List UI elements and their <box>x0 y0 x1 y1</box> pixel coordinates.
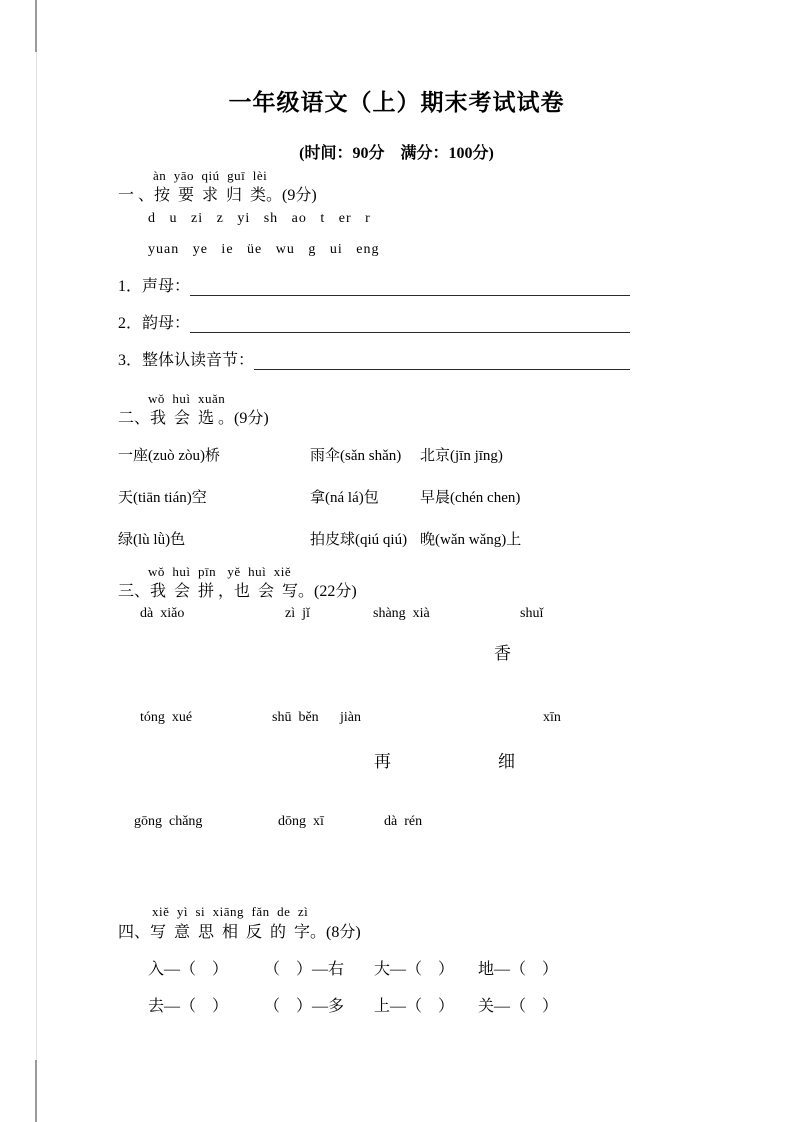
choice-item: 天(tiān tián)空 <box>118 490 207 506</box>
answer-blank-zhengtirendu <box>254 353 630 370</box>
antonym-item: 地—（ ） <box>478 961 559 978</box>
section1-pinyin: àn yāo qiú guī lèi <box>153 168 268 183</box>
exam-title: 一年级语文（上）期末考试试卷 <box>228 90 565 115</box>
section4-heading: 四、写 意 思 相 反 的 字。(8分) <box>118 924 361 941</box>
scan-edge-line <box>36 0 37 1122</box>
question-zhengtirendu-label: 3．整体认读音节： <box>118 352 255 369</box>
pinyin-word: dà xiǎo <box>140 606 185 621</box>
section2-heading: 二、我 会 选 。(9分) <box>118 410 269 427</box>
pinyin-word: tóng xué <box>140 710 193 725</box>
scan-mark-top <box>35 0 37 52</box>
scan-mark-bottom <box>35 1060 37 1122</box>
answer-blank-yunmu <box>190 316 630 333</box>
choice-item: 晚(wǎn wǎng)上 <box>420 532 522 548</box>
pinyin-word: dōng xī <box>278 814 324 829</box>
question-yunmu-label: 2．韵母： <box>118 315 191 332</box>
question-zhengtirendu <box>118 351 630 370</box>
choice-item: 绿(lù lǜ)色 <box>118 532 186 548</box>
antonym-item: （ ）—多 <box>264 998 345 1015</box>
pinyin-word: dà rén <box>384 814 423 829</box>
question-shengmu-label: 1．声母： <box>118 278 191 295</box>
antonym-item: 去—（ ） <box>148 998 229 1015</box>
choice-item: 拿(ná lá)包 <box>310 490 379 506</box>
choice-item: 一座(zuò zòu)桥 <box>118 448 221 464</box>
letters-row-1: d u zi z yi sh ao t er r <box>148 211 371 226</box>
exam-info: (时间：90分 满分：100分) <box>299 145 494 162</box>
pinyin-word: xīn <box>543 710 561 725</box>
choice-item: 北京(jīn jīng) <box>420 448 503 464</box>
choice-item: 早晨(chén chen) <box>420 490 521 506</box>
section2-pinyin: wǒ huì xuǎn <box>148 391 226 406</box>
section1-heading: 一 、按 要 求 归 类。(9分) <box>118 187 317 204</box>
section3-heading: 三、我 会 拼 ，也 会 写。(22分) <box>118 583 357 600</box>
antonym-item: 入—（ ） <box>148 961 229 978</box>
pinyin-word: shū běn <box>272 710 319 725</box>
pinyin-word: shàng xià <box>373 606 430 621</box>
question-yunmu <box>118 314 630 333</box>
antonym-item: 大—（ ） <box>374 961 455 978</box>
prefilled-character: 香 <box>494 644 511 663</box>
answer-blank-shengmu <box>190 279 630 296</box>
antonym-item: 上—（ ） <box>374 998 455 1015</box>
pinyin-word: shuǐ <box>520 606 544 621</box>
letters-row-2: yuan ye ie üe wu g ui eng <box>148 242 380 257</box>
pinyin-word: zì jǐ <box>285 606 310 621</box>
choice-item: 拍皮球(qiú qiú) <box>310 532 408 548</box>
question-shengmu <box>118 277 630 296</box>
antonym-item: （ ）—右 <box>264 961 345 978</box>
prefilled-character: 再 <box>374 752 391 771</box>
antonym-item: 关—（ ） <box>478 998 559 1015</box>
section4-pinyin: xiě yì si xiāng fǎn de zì <box>152 904 309 919</box>
choice-item: 雨伞(sǎn shǎn) <box>310 448 402 464</box>
pinyin-word: gōng chǎng <box>134 814 203 829</box>
pinyin-word: jiàn <box>340 710 361 725</box>
section3-pinyin: wǒ huì pīn yě huì xiě <box>148 564 292 579</box>
prefilled-character: 细 <box>498 752 515 771</box>
